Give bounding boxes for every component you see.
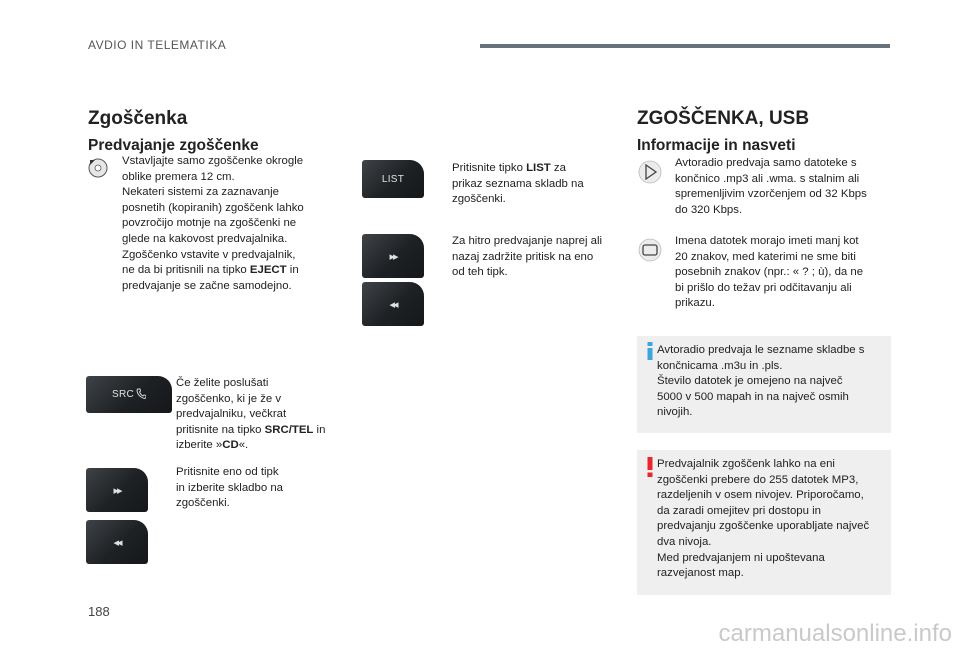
fast-forward-icon: ▸▸ bbox=[389, 250, 397, 263]
cd-disc-icon bbox=[88, 158, 108, 178]
play-icon bbox=[638, 160, 662, 184]
page-number: 188 bbox=[88, 604, 110, 619]
left-title: Zgoščenka bbox=[88, 108, 188, 129]
fast-play-text: Za hitro predvajanje naprej ali nazaj zadržite pritisk na eno od teh tipk. bbox=[452, 235, 603, 279]
track-select-text: Pritisnite eno od tipk in izberite skladbo na zgoščenki. bbox=[176, 466, 284, 510]
fast-rewind-button[interactable] bbox=[362, 282, 424, 326]
info-box-text: Avtoradio predvaja le sezname skladbe s končnicama .m3u in .pls. Število datotek je omejeno na največ 5000 v 500 mapah in na največ osmih nivojih. bbox=[657, 344, 865, 419]
watermark: carmanualsonline.info bbox=[718, 620, 952, 647]
list-text: Pritisnite tipko LIST za prikaz seznama skladb na zgoščenki. bbox=[452, 162, 584, 206]
warning-icon bbox=[645, 457, 655, 477]
left-subtitle: Predvajanje zgoščenke bbox=[88, 137, 259, 154]
next-track-button[interactable] bbox=[86, 468, 148, 512]
fast-forward-button[interactable] bbox=[362, 234, 424, 278]
formats-text: Avtoradio predvaja samo datoteke s končnico .mp3 ali .wma. s stalnim ali spremenljivim vzorčenjem od 32 Kbps do 320 Kbps. bbox=[675, 157, 867, 216]
previous-track-icon: ◂◂ bbox=[113, 536, 121, 549]
list-button-label: LIST bbox=[381, 173, 405, 185]
insert-cd-text: Vstavljajte samo zgoščenke okrogle oblike premera 12 cm. Nekateri sistemi za zaznavanje posnetih (kopiranih) zgoščenk lahko povzročijo motnje na zgoščenki ne glede na kakovost predvajalnika. Zgoščenko vstavite v predvajalnik, ne da bi pritisnili na tipko EJECT in predvajanje se začne samodejno. bbox=[122, 155, 304, 292]
list-button[interactable] bbox=[362, 160, 424, 198]
filenames-text: Imena datotek morajo imeti manj kot 20 znakov, med katerimi ne sme biti posebnih znakov (npr.: « ? ; ù), da ne bi prišlo do težav pri odčitavanju ali prikazu. bbox=[675, 235, 864, 310]
src-button-label: SRC bbox=[111, 389, 134, 400]
next-track-icon: ▸▸ bbox=[113, 484, 121, 497]
right-subtitle: Informacije in nasveti bbox=[637, 137, 796, 154]
src-text: Če želite poslušati zgoščenko, ki je že v predvajalniku, večkrat pritisnite na tipko SRC/TEL in izberite »CD«. bbox=[176, 377, 326, 452]
section-label: AVDIO IN TELEMATIKA bbox=[88, 38, 227, 52]
warning-box-text: Predvajalnik zgoščenk lahko na eni zgoščenki prebere do 255 datotek MP3, razdeljenih v osem nivojev. Priporočamo, da zaradi omejitev pri dostopu in predvajanju zgoščenke uporabljate največ dva nivoja. Med predvajanjem ni upoštevana razvejanost map. bbox=[657, 458, 870, 580]
rectangle-icon bbox=[638, 238, 662, 262]
phone-icon bbox=[136, 386, 146, 404]
previous-track-button[interactable] bbox=[86, 520, 148, 564]
fast-rewind-icon: ◂◂ bbox=[389, 298, 397, 311]
info-icon bbox=[645, 342, 655, 360]
right-title: ZGOŠČENKA, USB bbox=[637, 108, 810, 129]
src-tel-button[interactable] bbox=[86, 376, 172, 413]
header-rule bbox=[480, 44, 890, 48]
